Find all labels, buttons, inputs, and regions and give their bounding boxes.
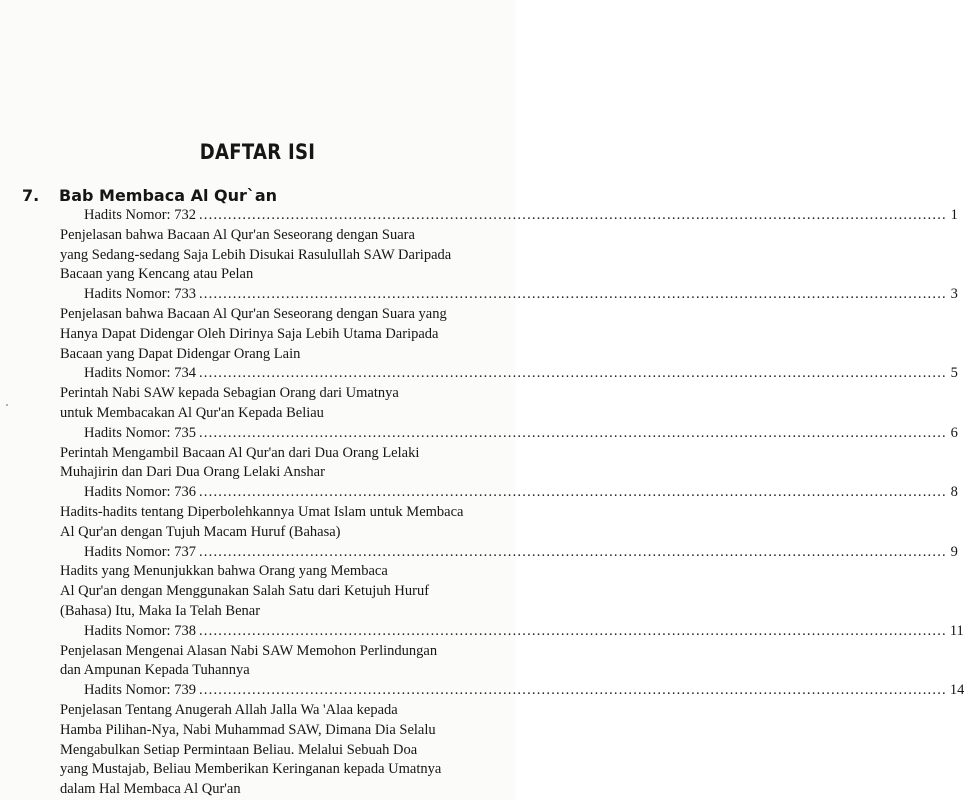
toc-description-line: Penjelasan bahwa Bacaan Al Qur'an Seseorang dengan Suara yang	[60, 305, 447, 322]
scan-speck	[6, 404, 8, 406]
toc-hadith-line	[60, 285, 958, 305]
hadith-number: Hadits Nomor: 735	[84, 424, 196, 441]
toc-entries	[60, 206, 964, 800]
dot-leader: ...........................................................................................................................................................	[198, 365, 947, 382]
toc-description-line: Hanya Dapat Didengar Oleh Dirinya Saja Lebih Utama Daripada	[60, 325, 439, 342]
toc-description-line: Al Qur'an dengan Menggunakan Salah Satu dari Ketujuh Huruf	[60, 583, 430, 600]
toc-description-line: yang Sedang-sedang Saja Lebih Disukai Rasulullah SAW Daripada	[60, 246, 452, 263]
toc-hadith-line	[60, 543, 958, 563]
toc-description-line: Penjelasan bahwa Bacaan Al Qur'an Seseorang dengan Suara	[60, 226, 415, 243]
toc-description-line: Perintah Mengambil Bacaan Al Qur'an dari Dua Orang Lelaki	[60, 444, 420, 461]
dot-leader: ...........................................................................................................................................................	[198, 543, 947, 560]
hadith-number: Hadits Nomor: 733	[84, 286, 196, 303]
toc-hadith-line	[60, 483, 958, 503]
toc-description-line: Hamba Pilihan-Nya, Nabi Muhammad SAW, Dimana Dia Selalu	[60, 721, 436, 738]
page-number: 9	[950, 543, 958, 560]
toc-hadith-line	[60, 622, 964, 642]
page-number: 1	[950, 207, 958, 223]
chapter-number: 7.	[22, 186, 40, 205]
toc-hadith-line	[60, 681, 964, 701]
hadith-number: Hadits Nomor: 734	[84, 365, 196, 382]
page-number: 3	[950, 286, 958, 303]
dot-leader: ...........................................................................................................................................................	[198, 682, 947, 699]
hadith-number: Hadits Nomor: 736	[84, 484, 196, 501]
chapter-heading	[22, 186, 277, 205]
toc-description-line: Penjelasan Mengenai Alasan Nabi SAW Memohon Perlindungan	[60, 642, 438, 659]
toc-hadith-line	[60, 206, 958, 226]
toc-description-line: Hadits yang Menunjukkan bahwa Orang yang Membaca	[60, 563, 388, 580]
page-number: 11	[949, 622, 964, 639]
toc-description-line: (Bahasa) Itu, Maka Ia Telah Benar	[60, 602, 261, 619]
page-number: 5	[950, 365, 958, 382]
hadith-number: Hadits Nomor: 739	[84, 682, 196, 699]
dot-leader: ...........................................................................................................................................................	[198, 286, 947, 303]
hadith-number: Hadits Nomor: 738	[84, 622, 196, 639]
toc-description-line: Mengabulkan Setiap Permintaan Beliau. Melalui Sebuah Doa	[60, 741, 418, 758]
toc-description-line: Hadits-hadits tentang Diperbolehkannya Umat Islam untuk Membaca	[60, 503, 464, 520]
dot-leader: ...........................................................................................................................................................	[198, 207, 947, 223]
toc-hadith-line	[60, 424, 958, 444]
hadith-number: Hadits Nomor: 737	[84, 543, 196, 560]
page-number: 6	[950, 424, 958, 441]
toc-description-line: untuk Membacakan Al Qur'an Kepada Beliau	[60, 404, 324, 421]
chapter-title: Bab Membaca Al Qur`an	[59, 186, 278, 205]
toc-description-line: Al Qur'an dengan Tujuh Macam Huruf (Bahasa)	[60, 523, 341, 540]
toc-description-line: dan Ampunan Kepada Tuhannya	[60, 662, 250, 679]
toc-description-line: Bacaan yang Kencang atau Pelan	[60, 266, 254, 283]
dot-leader: ...........................................................................................................................................................	[198, 424, 947, 441]
page-number: 14	[949, 682, 964, 699]
dot-leader: ...........................................................................................................................................................	[198, 622, 947, 639]
toc-description-line: yang Mustajab, Beliau Memberikan Keringanan kepada Umatnya	[60, 761, 442, 778]
page-number: 8	[950, 484, 958, 501]
page-title: DAFTAR ISI	[199, 140, 316, 164]
toc-description-line: Bacaan yang Dapat Didengar Orang Lain	[60, 345, 301, 362]
toc-description-line: Perintah Nabi SAW kepada Sebagian Orang dari Umatnya	[60, 385, 399, 402]
toc-description-line: Muhajirin dan Dari Dua Orang Lelaki Anshar	[60, 464, 325, 481]
toc-hadith-line	[60, 364, 958, 384]
hadith-number: Hadits Nomor: 732	[84, 207, 196, 223]
toc-description-line: Penjelasan Tentang Anugerah Allah Jalla Wa 'Alaa kepada	[60, 701, 398, 718]
toc-description-line: dalam Hal Membaca Al Qur'an	[60, 781, 241, 798]
dot-leader: ...........................................................................................................................................................	[198, 484, 947, 501]
